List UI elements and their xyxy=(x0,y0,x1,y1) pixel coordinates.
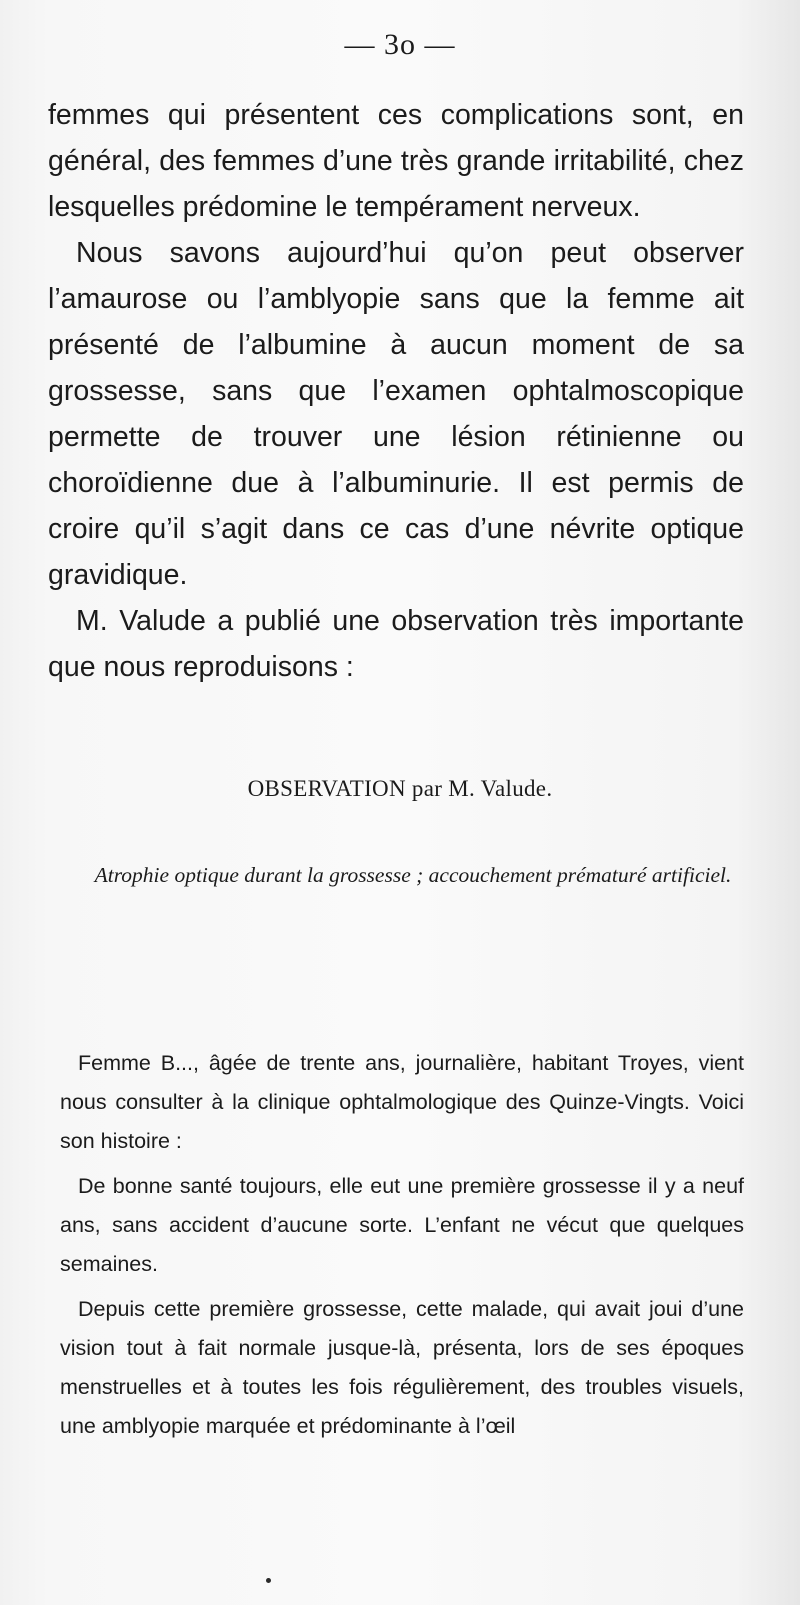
body-paragraph-valude: M. Valude a publié une observation très importante que nous reproduisons : xyxy=(48,605,744,683)
page-number: — 3o — xyxy=(344,28,456,61)
body-paragraph-amaurosis: Nous savons aujourd’hui qu’on peut observer l’amaurose ou l’amblyopie sans que la femme ait présenté de l’albumine à aucun moment de sa grossesse, sans que l’examen ophtalmoscopique permette de trouver une lésion rétinienne ou choroïdienne due à l’albuminurie. Il est permis de croire qu’il s’agit dans ce cas d’une névrite optique gravidique. xyxy=(48,237,744,591)
case-paragraph-history: De bonne santé toujours, elle eut une première grossesse il y a neuf ans, sans accident d’aucune sorte. L’enfant ne vécut que quelques semaines. xyxy=(60,1174,744,1276)
case-report-text xyxy=(60,1044,744,1446)
observation-title: OBSERVATION par M. Valude. xyxy=(247,776,553,801)
case-paragraph-symptoms: Depuis cette première grossesse, cette malade, qui avait joui d’une vision tout à fait normale jusque-là, présenta, lors de ses époques menstruelles et à toutes les fois régulièrement, des troubles visuels, une amblyopie marquée et prédominante à l’œil xyxy=(60,1297,744,1438)
observation-subtitle: Atrophie optique durant la grossesse ; accouchement prématuré artificiel. xyxy=(94,863,732,887)
body-paragraph-continued: femmes qui présentent ces complications sont, en général, des femmes d’une très grande irritabilité, chez lesquelles prédomine le tempérament nerveux. xyxy=(48,99,744,223)
case-paragraph-patient: Femme B..., âgée de trente ans, journalière, habitant Troyes, vient nous consulter à la clinique ophtalmologique des Quinze-Vingts. Voici son histoire : xyxy=(60,1051,744,1153)
body-text xyxy=(48,92,744,690)
ink-speck xyxy=(266,1578,271,1583)
